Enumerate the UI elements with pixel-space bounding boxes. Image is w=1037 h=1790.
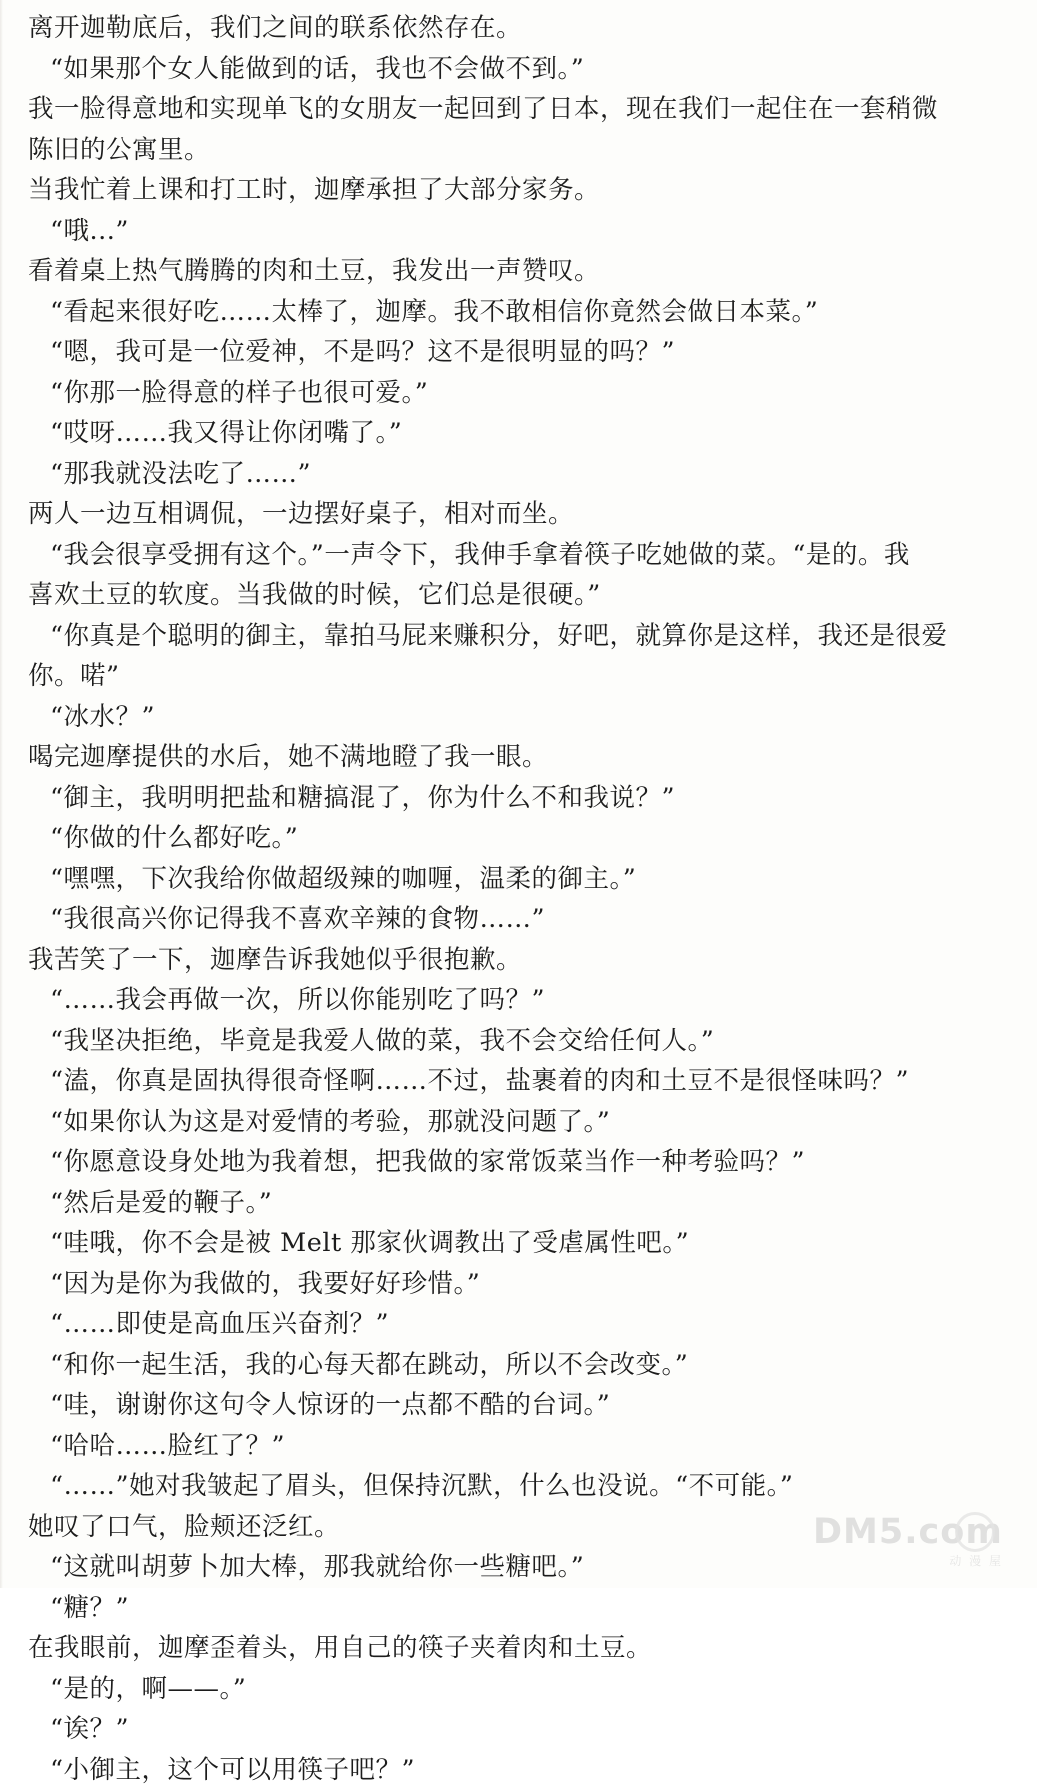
text-line: “嘿嘿，下次我给你做超级辣的咖喱，温柔的御主。” <box>28 859 993 900</box>
text-line: “……我会再做一次，所以你能别吃了吗？” <box>28 980 993 1021</box>
text-line: “如果你认为这是对爱情的考验，那就没问题了。” <box>28 1102 993 1143</box>
text-line: “嗯，我可是一位爱神，不是吗？这不是很明显的吗？” <box>28 332 993 373</box>
text-line: 她叹了口气，脸颊还泛红。 <box>28 1507 993 1548</box>
text-line: “……”她对我皱起了眉头，但保持沉默，什么也没说。“不可能。” <box>28 1466 993 1507</box>
text-line: 我一脸得意地和实现单飞的女朋友一起回到了日本，现在我们一起住在一套稍微 <box>28 89 993 130</box>
text-line: “如果那个女人能做到的话，我也不会做不到。” <box>28 49 993 90</box>
text-line: “我会很享受拥有这个。”一声令下，我伸手拿着筷子吃她做的菜。“是的。我 <box>28 535 993 576</box>
text-line: “和你一起生活，我的心每天都在跳动，所以不会改变。” <box>28 1345 993 1386</box>
text-line: “然后是爱的鞭子。” <box>28 1183 993 1224</box>
text-line: “冰水？” <box>28 697 993 738</box>
text-line: “哇哦，你不会是被 Melt 那家伙调教出了受虐属性吧。” <box>28 1223 993 1264</box>
text-line: “诶？” <box>28 1709 993 1750</box>
text-line: “溘，你真是固执得很奇怪啊……不过，盐裹着的肉和土豆不是很怪味吗？” <box>28 1061 993 1102</box>
text-line: 喝完迦摩提供的水后，她不满地瞪了我一眼。 <box>28 737 993 778</box>
text-line: “哎呀……我又得让你闭嘴了。” <box>28 413 993 454</box>
text-line: “哈哈……脸红了？” <box>28 1426 993 1467</box>
watermark-brand-text: DM5 <box>813 1512 904 1552</box>
text-line: “你真是个聪明的御主，靠拍马屁来赚积分，好吧，就算你是这样，我还是很爱 <box>28 616 993 657</box>
page-text-body <box>28 8 993 1790</box>
text-line: “我很高兴你记得我不喜欢辛辣的食物……” <box>28 899 993 940</box>
text-line: “御主，我明明把盐和糖搞混了，你为什么不和我说？” <box>28 778 993 819</box>
text-line: 当我忙着上课和打工时，迦摩承担了大部分家务。 <box>28 170 993 211</box>
text-line: “你做的什么都好吃。” <box>28 818 993 859</box>
text-line: 喜欢土豆的软度。当我做的时候，它们总是很硬。” <box>28 575 993 616</box>
text-line: 我苦笑了一下，迦摩告诉我她似乎很抱歉。 <box>28 940 993 981</box>
text-line: “那我就没法吃了……” <box>28 454 993 495</box>
text-line: 两人一边互相调侃，一边摆好桌子，相对而坐。 <box>28 494 993 535</box>
watermark-subtitle: 动 漫 屋 <box>813 1552 1003 1569</box>
text-line: “因为是你为我做的，我要好好珍惜。” <box>28 1264 993 1305</box>
watermark-domain-text: .com <box>904 1512 1003 1552</box>
text-line: 陈旧的公寓里。 <box>28 130 993 171</box>
page-edge-shadow <box>0 0 3 1588</box>
text-line: “看起来很好吃……太棒了，迦摩。我不敢相信你竟然会做日本菜。” <box>28 292 993 333</box>
text-line: 你。喏” <box>28 656 993 697</box>
text-line: “这就叫胡萝卜加大棒，那我就给你一些糖吧。” <box>28 1547 993 1588</box>
text-line: “你愿意设身处地为我着想，把我做的家常饭菜当作一种考验吗？” <box>28 1142 993 1183</box>
text-line: “哦...” <box>28 211 993 252</box>
text-line: 离开迦勒底后，我们之间的联系依然存在。 <box>28 8 993 49</box>
text-line: “你那一脸得意的样子也很可爱。” <box>28 373 993 414</box>
text-line: 在我眼前，迦摩歪着头，用自己的筷子夹着肉和土豆。 <box>28 1628 993 1669</box>
text-line: “哇，谢谢你这句令人惊讶的一点都不酷的台词。” <box>28 1385 993 1426</box>
text-line: 看着桌上热气腾腾的肉和土豆，我发出一声赞叹。 <box>28 251 993 292</box>
text-line: “小御主，这个可以用筷子吧？” <box>28 1750 993 1790</box>
text-line: “我坚决拒绝，毕竟是我爱人做的菜，我不会交给任何人。” <box>28 1021 993 1062</box>
text-line: “是的，啊——。” <box>28 1669 993 1710</box>
text-line: “糖？” <box>28 1588 993 1629</box>
text-line: “……即使是高血压兴奋剂？” <box>28 1304 993 1345</box>
